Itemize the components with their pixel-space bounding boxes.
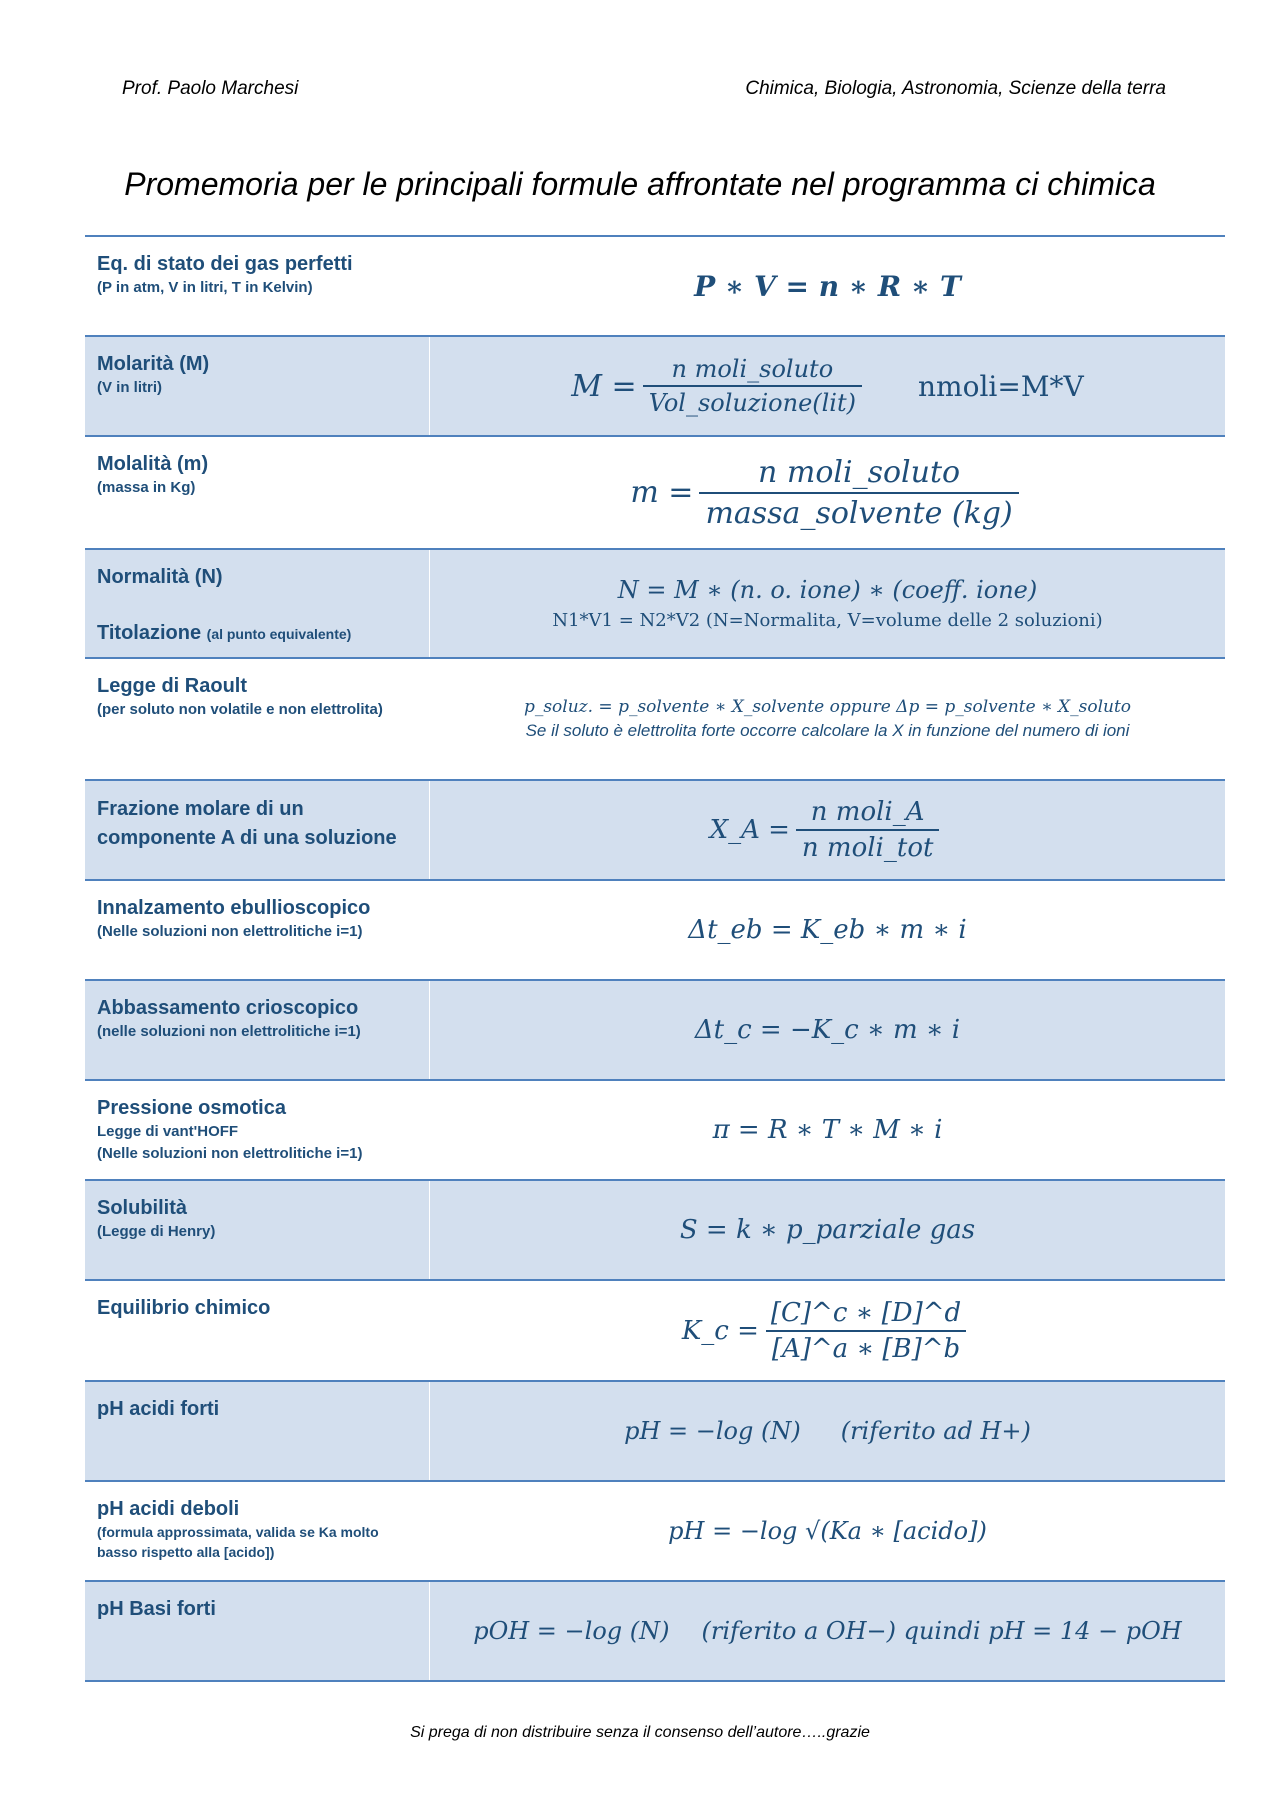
denominator: Vol_soluzione(lit)	[643, 385, 862, 417]
formula-lhs: M =	[571, 368, 637, 404]
formula: Δt_c = −K_c ∗ m ∗ i	[694, 1015, 961, 1045]
row-label	[85, 237, 430, 335]
header-author: Prof. Paolo Marchesi	[122, 78, 299, 99]
row-label	[85, 337, 430, 435]
table-row	[85, 1181, 1225, 1281]
row-subtitle: (nelle soluzioni non elettrolitiche i=1)	[97, 1023, 361, 1040]
row-title: Equilibrio chimico	[97, 1297, 271, 1319]
numerator: n moli_soluto	[758, 454, 961, 490]
table-row	[85, 1081, 1225, 1181]
row-subtitle: (Nelle soluzioni non elettrolitiche i=1)	[97, 923, 363, 940]
formula	[430, 1382, 1225, 1480]
table-row	[85, 1382, 1225, 1482]
denominator: n moli_tot	[796, 829, 940, 863]
row-subtitle: (per soluto non volatile e non elettrolita)	[97, 701, 383, 718]
row-label	[85, 1382, 430, 1480]
row-title: Eq. di stato dei gas perfetti	[97, 253, 353, 275]
formula-note: (riferito a OH−) quindi pH = 14 − pOH	[701, 1617, 1182, 1645]
formula	[430, 659, 1225, 779]
table-row	[85, 659, 1225, 781]
page-title: Promemoria per le principali formule affrontate nel programma ci chimica	[124, 166, 1156, 202]
row-subtitle: (formula approssimata, valida se Ka molto basso rispetto alla [acido])	[97, 1524, 379, 1560]
numerator: n moli_soluto	[671, 355, 834, 383]
row-subtitle: (Legge di Henry)	[97, 1223, 216, 1240]
formula-main: N = M ∗ (n. o. ione) ∗ (coeff. ione)	[617, 576, 1038, 604]
row-subtitle-2: (Nelle soluzioni non elettrolitiche i=1)	[97, 1145, 363, 1162]
row-subtitle: Legge di vant'HOFF	[97, 1123, 239, 1140]
formula	[430, 1582, 1225, 1680]
row-title: pH acidi deboli	[97, 1498, 240, 1520]
row-label	[85, 981, 430, 1079]
table-row	[85, 437, 1225, 550]
row-label	[85, 550, 430, 657]
formula-secondary: N1*V1 = N2*V2 (N=Normalita, V=volume delle 2 soluzioni)	[552, 610, 1103, 631]
formula	[430, 437, 1225, 548]
formula-lhs: X_A =	[709, 815, 790, 845]
table-row	[85, 881, 1225, 981]
row-title: Frazione molare di un componente A di una soluzione	[97, 798, 397, 849]
row-title: pH Basi forti	[97, 1598, 216, 1620]
formula: S = k ∗ p_parziale gas	[679, 1215, 976, 1245]
row-label	[85, 659, 430, 779]
row-label	[85, 881, 430, 979]
row-title: Normalità (N)	[97, 566, 223, 588]
row-label	[85, 1181, 430, 1279]
table-row	[85, 550, 1225, 659]
formula: Δt_eb = K_eb ∗ m ∗ i	[688, 915, 967, 945]
formula-main: pH = −log (N)	[624, 1417, 801, 1445]
formula	[430, 1281, 1225, 1380]
formula-note: Se il soluto è elettrolita forte occorre calcolare la X in funzione del numero di ioni	[525, 721, 1130, 740]
row-title: Solubilità	[97, 1197, 187, 1219]
table-row	[85, 337, 1225, 437]
formula	[430, 781, 1225, 879]
table-row	[85, 1582, 1225, 1682]
numerator: n moli_A	[810, 797, 925, 827]
formula-extra: nmoli=M*V	[918, 369, 1084, 403]
row-title: Molalità (m)	[97, 453, 209, 475]
row-title: Legge di Raoult	[97, 675, 247, 697]
formula: π = R ∗ T ∗ M ∗ i	[712, 1115, 943, 1145]
row-title: Abbassamento crioscopico	[97, 997, 359, 1019]
row-label	[85, 1482, 430, 1580]
table-row	[85, 1482, 1225, 1582]
row-label	[85, 781, 430, 879]
denominator: massa_solvente (kg)	[699, 492, 1018, 531]
row-subtitle: (P in atm, V in litri, T in Kelvin)	[97, 279, 313, 296]
table-row	[85, 237, 1225, 337]
table-row	[85, 981, 1225, 1081]
row-label	[85, 437, 430, 548]
row-title: Pressione osmotica	[97, 1097, 286, 1119]
row-title: Molarità (M)	[97, 353, 210, 375]
formula-main: pOH = −log (N)	[473, 1617, 670, 1645]
formula: pH = −log √(Ka ∗ [acido])	[668, 1517, 987, 1545]
row-subtitle: (V in litri)	[97, 379, 162, 396]
formula-note: (riferito ad H+)	[840, 1417, 1031, 1445]
row-title: pH acidi forti	[97, 1398, 220, 1420]
row-title-2: Titolazione (al punto equivalente)	[97, 622, 352, 644]
row-label	[85, 1582, 430, 1680]
footer-note: Si prega di non distribuire senza il consenso dell’autore…..grazie	[410, 1724, 870, 1741]
denominator: [A]^a ∗ [B]^b	[766, 1330, 966, 1364]
row-label	[85, 1081, 430, 1179]
header-subjects: Chimica, Biologia, Astronomia, Scienze della terra	[745, 78, 1166, 99]
formula	[430, 337, 1225, 435]
row-label	[85, 1281, 430, 1380]
formula-lhs: m =	[630, 475, 694, 510]
numerator: [C]^c ∗ [D]^d	[770, 1297, 962, 1328]
row-subtitle: (massa in Kg)	[97, 479, 196, 496]
formula-main: p_soluz. = p_solvente ∗ X_solvente oppure Δp = p_solvente ∗ X_soluto	[523, 697, 1132, 717]
table-row	[85, 1281, 1225, 1382]
formula: P ∗ V = n ∗ R ∗ T	[694, 269, 961, 303]
row-title: Innalzamento ebullioscopico	[97, 897, 371, 919]
table-row	[85, 781, 1225, 881]
formula-table	[85, 235, 1225, 1682]
formula-lhs: K_c =	[681, 1315, 759, 1346]
formula	[430, 550, 1225, 657]
